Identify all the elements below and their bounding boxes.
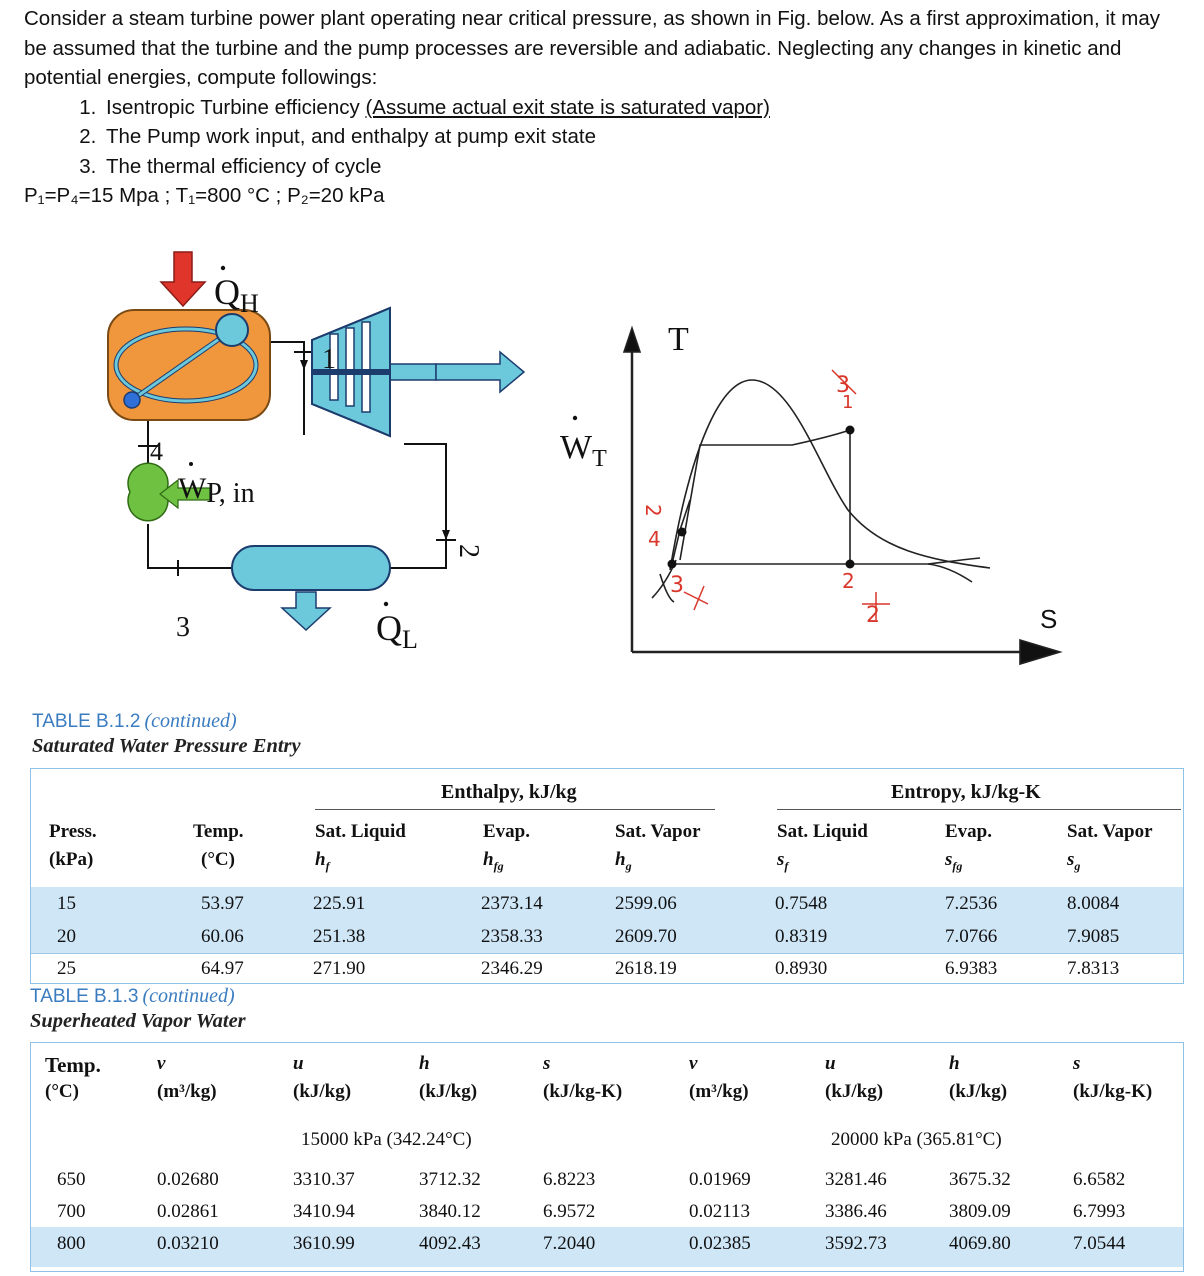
table-sup-cell: 650 xyxy=(57,1169,86,1190)
table-sup-cell: 0.02861 xyxy=(157,1201,219,1222)
table-sup-cell: 3610.99 xyxy=(293,1233,355,1254)
turbine-work-arrow xyxy=(436,352,524,392)
table-sat xyxy=(30,768,1184,984)
table-sup-cell: 3712.32 xyxy=(419,1169,481,1190)
given-conditions: P₁=P₄=15 Mpa ; T₁=800 °C ; P₂=20 kPa xyxy=(24,184,385,207)
table-sat-col-sfg: Evap. xyxy=(945,821,992,842)
state-4-label: 4 xyxy=(150,437,163,466)
table-sup-unit-temp: (°C) xyxy=(45,1081,79,1102)
steam-drum xyxy=(216,314,248,346)
table-sup-cell: 700 xyxy=(57,1201,86,1222)
table-sup-unit-h1: (kJ/kg) xyxy=(419,1081,478,1102)
table-sup-continued: (continued) xyxy=(142,985,235,1007)
table-sat-cell: 7.2536 xyxy=(945,893,998,914)
table-sat-cell: 251.38 xyxy=(313,926,366,947)
ts-crossed-2-label: 2 xyxy=(866,603,880,628)
table-sat-sym-hf: $h_f$ xyxy=(315,849,330,873)
table-sup-col-v1: v xyxy=(157,1053,166,1074)
table-sat-cell: 53.97 xyxy=(201,893,244,914)
table-sup-cell: 3310.37 xyxy=(293,1169,355,1190)
table-sat-cell: 0.7548 xyxy=(775,893,828,914)
table-sat-unit-temp: (°C) xyxy=(201,849,235,870)
table-sat-cell: 2358.33 xyxy=(481,926,543,947)
table-sup-title: Superheated Vapor Water xyxy=(30,1010,246,1032)
question-list xyxy=(24,93,1184,182)
table-sup-cell: 7.2040 xyxy=(543,1233,596,1254)
table-sat-cell: 7.0766 xyxy=(945,926,998,947)
table-sat-cell: 15 xyxy=(57,893,76,914)
table-sup-col-u1: u xyxy=(293,1053,304,1074)
table-sup-col-s2: s xyxy=(1073,1053,1081,1074)
cycle-figure xyxy=(0,230,1204,700)
table-sat-cell: 2599.06 xyxy=(615,893,677,914)
question-3: 3. The thermal efficiency of cycle xyxy=(102,152,1184,182)
table-sup-unit-h2: (kJ/kg) xyxy=(949,1081,1008,1102)
table-sup-cell: 3592.73 xyxy=(825,1233,887,1254)
table-sat-unit-press: (kPa) xyxy=(49,849,94,870)
table-sup-unit-v2: (m³/kg) xyxy=(689,1081,749,1102)
table-sat-col-hg: Sat. Vapor xyxy=(615,821,701,842)
table-sup-unit-u2: (kJ/kg) xyxy=(825,1081,884,1102)
state-1-label: 1 xyxy=(322,344,336,375)
table-sup-pressure-left: 15000 kPa (342.24°C) xyxy=(301,1129,472,1150)
table-sat-cell: 7.8313 xyxy=(1067,958,1120,979)
table-sup-cell: 0.01969 xyxy=(689,1169,751,1190)
table-sup-cell: 800 xyxy=(57,1233,86,1254)
table-sup-cell: 3281.46 xyxy=(825,1169,887,1190)
ts-state-2-label: 2 xyxy=(842,569,855,593)
state-3-label: 3 xyxy=(176,612,190,643)
table-sat-cell: 64.97 xyxy=(201,958,244,979)
table-sup-pressure-right: 20000 kPa (365.81°C) xyxy=(831,1129,1002,1150)
table-sat-col-sf: Sat. Liquid xyxy=(777,821,868,842)
table-sat-col-sg: Sat. Vapor xyxy=(1067,821,1153,842)
table-sup-cell: 7.0544 xyxy=(1073,1233,1126,1254)
table-sup-cell: 0.03210 xyxy=(157,1233,219,1254)
condenser xyxy=(232,546,390,590)
problem-statement xyxy=(24,4,1184,211)
ts-points xyxy=(668,426,855,569)
state-2-label: 2 xyxy=(453,544,484,558)
problem-intro: Consider a steam turbine power plant operating near critical pressure, as shown in Fig. below. As a first approximation, it may be assumed that the turbine and the pump processes are reversible and adiabatic. Neglecting any changes in kinetic and potential energies, compute followings: xyxy=(24,7,1161,89)
plant-schematic xyxy=(108,252,607,654)
question-1-note: (Assume actual exit state is saturated vapor) xyxy=(365,95,770,119)
table-sup-col-s1: s xyxy=(543,1053,551,1074)
table-sat-sym-hg: $h_g$ xyxy=(615,849,632,873)
table-sat-sym-sf: $s_f$ xyxy=(777,849,789,873)
ts-state-4-label: 4 xyxy=(648,527,661,551)
qh-label: $Q_H$ xyxy=(214,272,259,318)
table-sup-unit-v1: (m³/kg) xyxy=(157,1081,217,1102)
table-sup-unit-u1: (kJ/kg) xyxy=(293,1081,352,1102)
question-2: 2. The Pump work input, and enthalpy at pump exit state xyxy=(102,122,1184,152)
question-1 xyxy=(102,93,1184,123)
table-sup-cell: 6.6582 xyxy=(1073,1169,1126,1190)
table-sup-unit-s1: (kJ/kg-K) xyxy=(543,1081,623,1102)
t-axis-label: T xyxy=(668,321,689,358)
table-sat-group-enthalpy: Enthalpy, kJ/kg xyxy=(441,781,577,803)
table-sup-cell: 4069.80 xyxy=(949,1233,1011,1254)
ts-state-3-label: 3 xyxy=(670,573,684,598)
heat-input-arrow xyxy=(161,252,205,306)
ql-label: $Q_L$ xyxy=(376,608,418,654)
table-sat-cell: 225.91 xyxy=(313,893,366,914)
table-sat-cell: 25 xyxy=(57,958,76,979)
ts-crossed-2-left: 2 xyxy=(641,504,665,517)
table-sat-sym-hfg: $h_{fg}$ xyxy=(483,849,504,873)
table-sat-caption xyxy=(32,710,301,758)
table-sat-cell: 0.8930 xyxy=(775,958,828,979)
table-sat-cell: 7.9085 xyxy=(1067,926,1120,947)
table-sat-col-press: Press. xyxy=(49,821,97,842)
water-drum xyxy=(124,392,140,408)
wt-label: $W_T$ xyxy=(560,429,607,472)
table-sup-cell: 6.7993 xyxy=(1073,1201,1126,1222)
table-sat-col-hfg: Evap. xyxy=(483,821,530,842)
table-sup-cell: 3809.09 xyxy=(949,1201,1011,1222)
ts-point-4 xyxy=(678,528,687,537)
table-sat-continued: (continued) xyxy=(144,710,237,732)
table-sup-col-u2: u xyxy=(825,1053,836,1074)
table-sat-cell: 2609.70 xyxy=(615,926,677,947)
table-sat-cell: 6.9383 xyxy=(945,958,998,979)
table-sat-cell: 8.0084 xyxy=(1067,893,1120,914)
table-sup-cell: 3386.46 xyxy=(825,1201,887,1222)
table-sup-col-temp: Temp. xyxy=(45,1053,101,1077)
table-sup-unit-s2: (kJ/kg-K) xyxy=(1073,1081,1153,1102)
wp-label: WP, in xyxy=(178,472,255,509)
ts-point-3 xyxy=(668,560,677,569)
table-sat-cell: 271.90 xyxy=(313,958,366,979)
ts-point-1 xyxy=(846,426,855,435)
table-sat-sym-sfg: $s_{fg}$ xyxy=(945,849,963,873)
turbine xyxy=(312,308,446,512)
handwritten-annotations xyxy=(641,370,890,628)
table-sup-number: TABLE B.1.3 xyxy=(30,986,139,1007)
table-sup-cell: 0.02113 xyxy=(689,1201,751,1222)
table-sup-cell: 4092.43 xyxy=(419,1233,481,1254)
table-sat-group-entropy: Entropy, kJ/kg-K xyxy=(891,781,1041,803)
table-sup-col-v2: v xyxy=(689,1053,698,1074)
ts-state-1-label: 1 xyxy=(842,392,854,413)
ts-point-2 xyxy=(846,560,855,569)
table-sup-cell: 0.02680 xyxy=(157,1169,219,1190)
table-sat-cell: 2346.29 xyxy=(481,958,543,979)
table-sup-col-h1: h xyxy=(419,1053,430,1074)
table-sat-cell: 2618.19 xyxy=(615,958,677,979)
table-sat-cell: 0.8319 xyxy=(775,926,828,947)
question-1-text: Isentropic Turbine efficiency xyxy=(106,95,366,119)
table-sup-cell: 6.8223 xyxy=(543,1169,596,1190)
table-sat-number: TABLE B.1.2 xyxy=(32,711,141,732)
heat-rejection-arrow xyxy=(282,592,330,630)
table-sup-col-h2: h xyxy=(949,1053,960,1074)
table-sat-cell: 2373.14 xyxy=(481,893,543,914)
ts-crossed-3-top: 3 xyxy=(836,373,850,398)
table-sup-cell: 3675.32 xyxy=(949,1169,1011,1190)
s-axis-label: S xyxy=(1040,604,1058,634)
table-sup-caption xyxy=(30,985,246,1033)
table-sup-cell: 3410.94 xyxy=(293,1201,355,1222)
table-sat-cell: 60.06 xyxy=(201,926,244,947)
table-sat-col-hf: Sat. Liquid xyxy=(315,821,406,842)
table-sup-cell: 6.9572 xyxy=(543,1201,596,1222)
table-sat-sym-sg: $s_g$ xyxy=(1067,849,1081,873)
table-sat-cell: 20 xyxy=(57,926,76,947)
table-sup-cell: 3840.12 xyxy=(419,1201,481,1222)
table-sup xyxy=(30,1042,1184,1272)
table-sat-col-temp: Temp. xyxy=(193,821,244,842)
table-sat-title: Saturated Water Pressure Entry xyxy=(32,735,301,757)
table-sup-cell: 0.02385 xyxy=(689,1233,751,1254)
